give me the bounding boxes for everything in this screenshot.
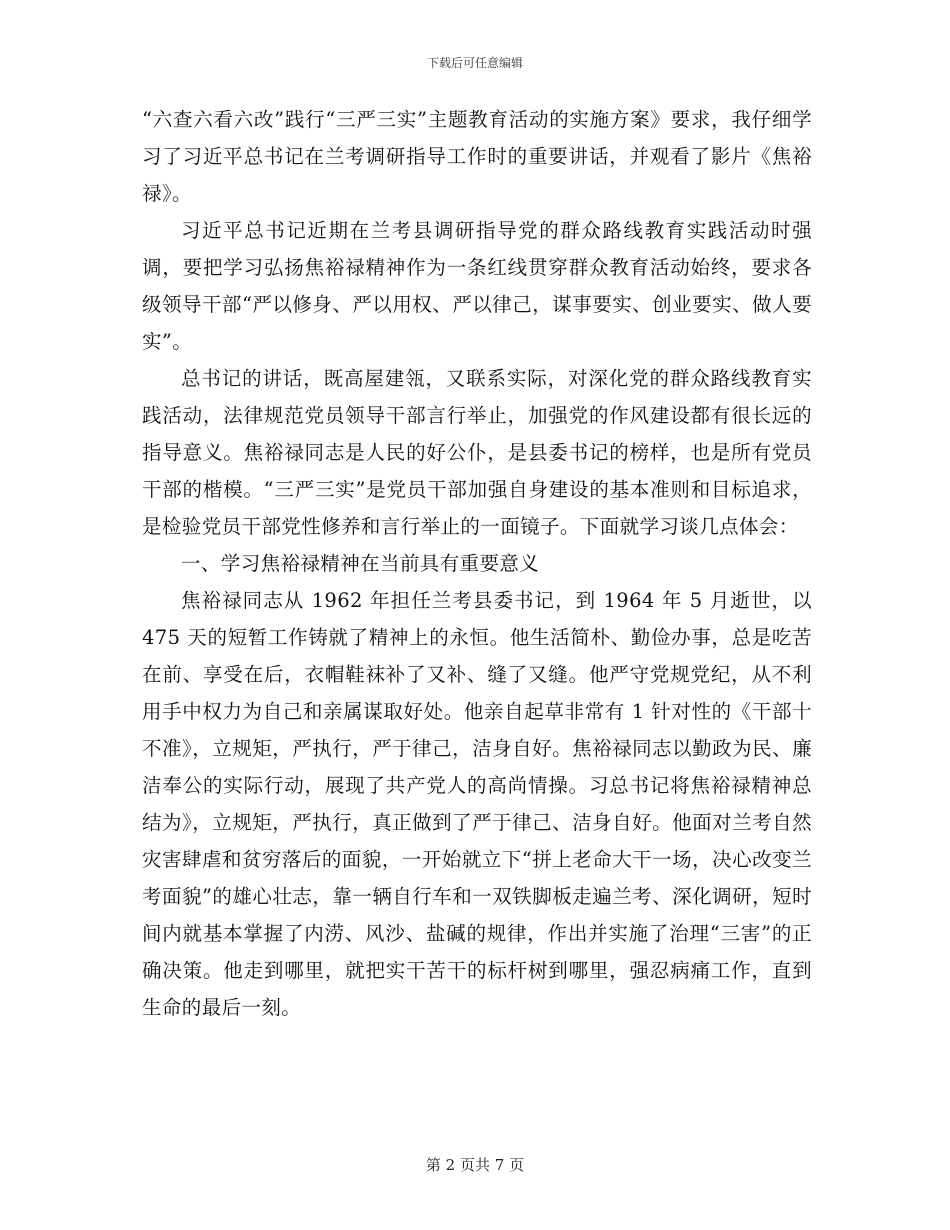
paragraph-4: 焦裕禄同志从 1962 年担任兰考县委书记，到 1964 年 5 月逝世，以 475 天的短暂工作铸就了精神上的永恒。他生活简朴、勤俭办事，总是吃苦在前、享受在后，衣帽鞋袜补了又补、缝了又缝。他严守党规党纪，从不利用手中权力为自己和亲属谋取好处。他亲自起草非常有 1 针对性的《干部十不准》，立规矩，严执行，严于律己，洁身自好。焦裕禄同志以勤政为民、廉洁奉公的实际行动，展现了共产党人的高尚情操。习总书记将焦裕禄精神总结为》，立规矩，严执行，真正做到了严于律己、洁身自好。他面对兰考自然灾害肆虐和贫穷落后的面貌，一开始就立下“拼上老命大干一场，决心改变兰考面貌”的雄心壮志，靠一辆自行车和一双铁脚板走遍兰考、深化调研，短时间内就基本掌握了内涝、风沙、盐碱的规律，作出并实施了治理“三害”的正确决策。他走到哪里，就把实干苦干的标杆树到哪里，强忍病痛工作，直到生命的最后一刻。	[142, 589, 812, 1019]
paragraph-1: “六查六看六改”践行“三严三实”主题教育活动的实施方案》要求，我仔细学习了习近平总书记在兰考调研指导工作时的重要讲话，并观看了影片《焦裕禄》。	[142, 108, 812, 205]
document-body	[142, 101, 812, 1026]
section-heading: 一、学习焦裕禄精神在当前具有重要意义	[181, 552, 540, 575]
page-header: 下载后可任意编辑	[426, 56, 523, 70]
paragraph-2: 习近平总书记近期在兰考县调研指导党的群众路线教育实践活动时强调，要把学习弘扬焦裕禄精神作为一条红线贯穿群众教育活动始终，要求各级领导干部“严以修身、严以用权、严以律己，谋事要实、创业要实、做人要实”。	[142, 219, 812, 353]
page-footer: 第 2 页共 7 页	[425, 1156, 525, 1174]
paragraph-3: 总书记的讲话，既高屋建瓴，又联系实际，对深化党的群众路线教育实践活动，法律规范党员领导干部言行举止，加强党的作风建设都有很长远的指导意义。焦裕禄同志是人民的好公仆，是县委书记的榜样，也是所有党员干部的楷模。“三严三实”是党员干部加强自身建设的基本准则和目标追求，是检验党员干部党性修养和言行举止的一面镜子。下面就学习谈几点体会：	[142, 367, 812, 538]
